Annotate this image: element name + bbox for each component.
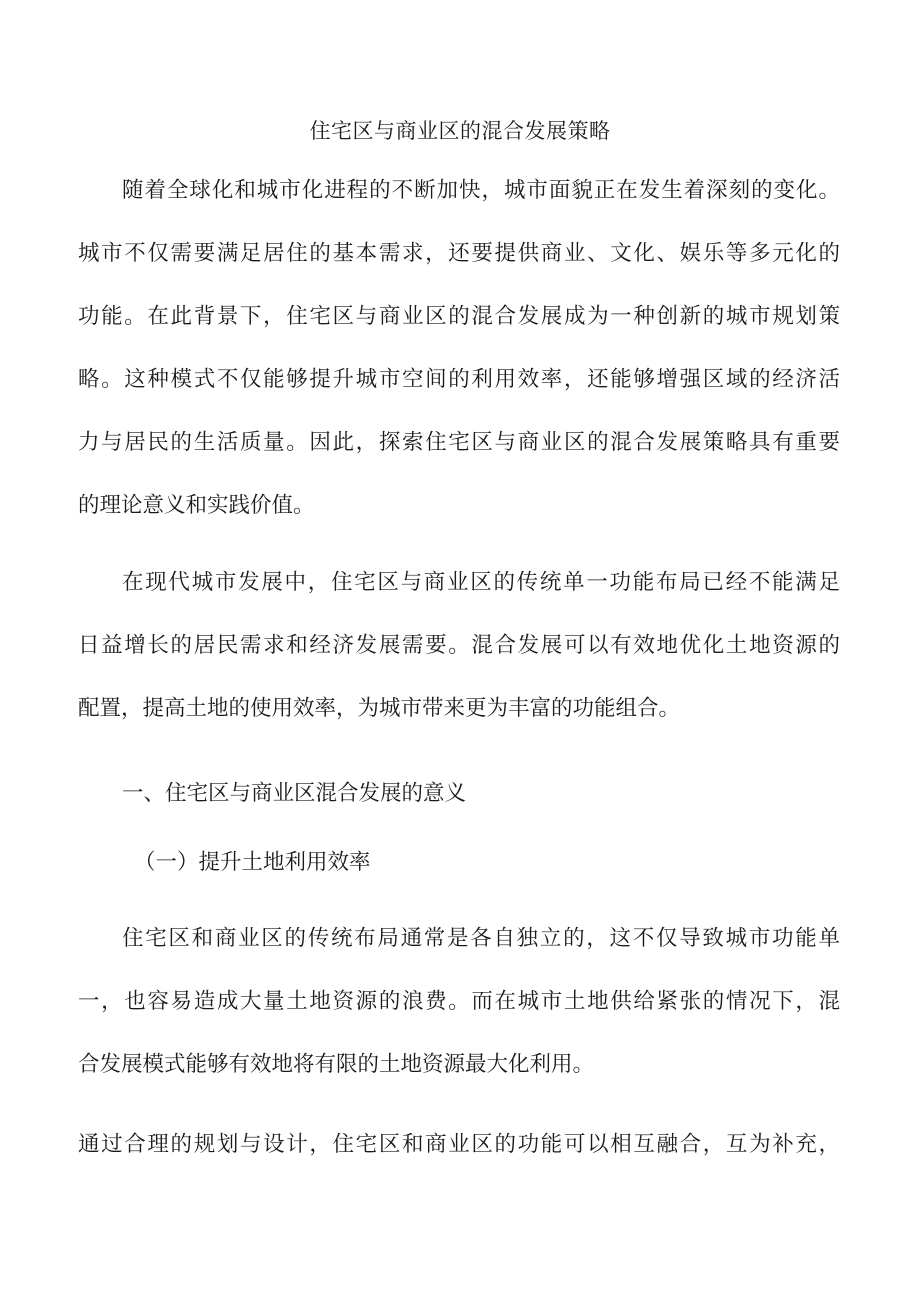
paragraph-line: 力与居民的生活质量。因此，探索住宅区与商业区的混合发展策略具有重要 (78, 430, 840, 455)
paragraph-line: 功能。在此背景下，住宅区与商业区的混合发展成为一种创新的城市规划策 (78, 304, 840, 329)
section-heading: 一、住宅区与商业区混合发展的意义 (122, 781, 467, 806)
document-title: 住宅区与商业区的混合发展策略 (309, 119, 611, 143)
paragraph-line: 随着全球化和城市化进程的不断加快，城市面貌正在发生着深刻的变化。 (122, 178, 840, 203)
paragraph-line: 城市不仅需要满足居住的基本需求，还要提供商业、文化、娱乐等多元化的 (78, 241, 840, 266)
paragraph-line: 住宅区和商业区的传统布局通常是各自独立的，这不仅导致城市功能单 (122, 926, 840, 951)
subsection-heading: （一）提升土地利用效率 (134, 850, 371, 875)
paragraph-line: 合发展模式能够有效地将有限的土地资源最大化利用。 (78, 1052, 595, 1077)
paragraph-line: 日益增长的居民需求和经济发展需要。混合发展可以有效地优化土地资源的 (78, 633, 840, 658)
paragraph-line: 在现代城市发展中，住宅区与商业区的传统单一功能布局已经不能满足 (122, 570, 840, 595)
paragraph-line: 略。这种模式不仅能够提升城市空间的利用效率，还能够增强区域的经济活 (78, 367, 840, 392)
paragraph-line: 配置，提高土地的使用效率，为城市带来更为丰富的功能组合。 (78, 696, 681, 721)
paragraph-line: 通过合理的规划与设计，住宅区和商业区的功能可以相互融合，互为补充， (78, 1132, 840, 1157)
paragraph-line: 的理论意义和实践价值。 (78, 493, 315, 518)
paragraph-line: 一，也容易造成大量土地资源的浪费。而在城市土地供给紧张的情况下，混 (78, 989, 840, 1014)
